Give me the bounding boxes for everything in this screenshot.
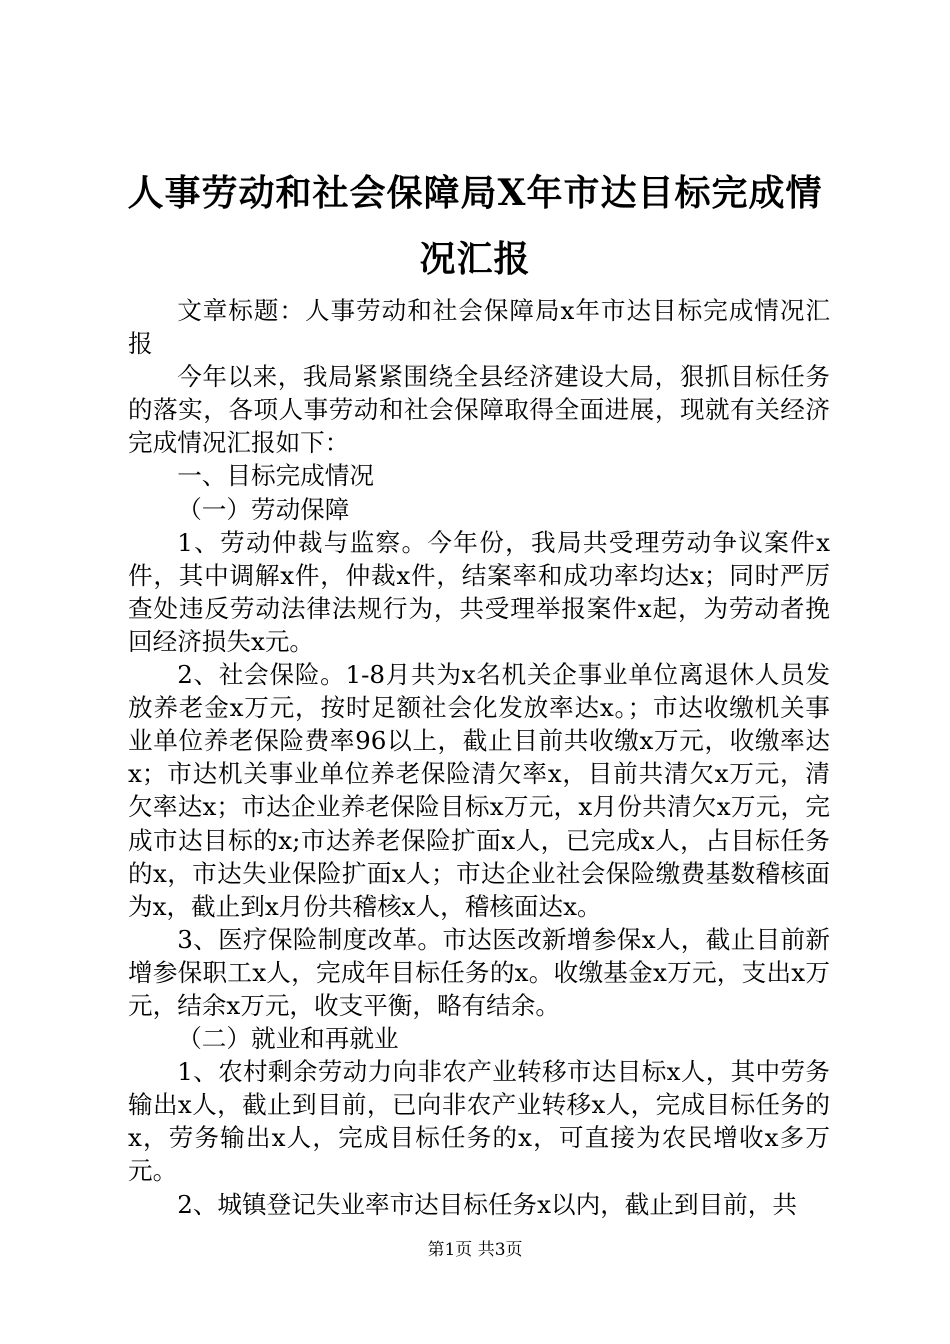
subsection-heading: （一）劳动保障 <box>177 494 350 524</box>
paragraph-unemployment: 2、城镇登记失业率市达目标任务x以内，截止到目前，共 <box>177 1189 797 1219</box>
document-body <box>128 294 830 1221</box>
section-heading: 一、目标完成情况 <box>177 461 374 491</box>
page-footer: 第1页 共3页 <box>427 1240 523 1260</box>
paragraph-social-insurance: 2、社会保险。1-8月共为x名机关企事业单位离退休人员发放养老金x万元，按时足额社会化发放率达x。；市达收缴机关事业单位养老保险费率96以上，截止目前共收缴x万元，收缴率达x；市达机关事业单位养老保险清欠率x，目前共清欠x万元，清欠率达x；市达企业养老保险目标x万元，x月份共清欠x万元，完成市达目标的x;市达养老保险扩面x人，已完成x人，占目标任务的x，市达失业保险扩面x人；市达企业社会保险缴费基数稽核面为x，截止到x月份共稽核x人，稽核面达x。 <box>128 660 830 921</box>
paragraph-rural-labor: 1、农村剩余劳动力向非农产业转移市达目标x人，其中劳务输出x人，截止到目前，已向非农产业转移x人，完成目标任务的x，劳务输出x人，完成目标任务的x，可直接为农民增收x多万元。 <box>128 1057 830 1186</box>
document-title: 人事劳动和社会保障局X年市达目标完成情况汇报 <box>127 172 823 280</box>
paragraph-medical-insurance: 3、医疗保险制度改革。市达医改新增参保x人，截止目前新增参保职工x人，完成年目标任务的x。收缴基金x万元，支出x万元，结余x万元，收支平衡，略有结余。 <box>128 924 830 1020</box>
paragraph-article-title: 文章标题：人事劳动和社会保障局x年市达目标完成情况汇报 <box>128 296 830 359</box>
paragraph-labor-arbitration: 1、劳动仲裁与监察。今年份，我局共受理劳动争议案件x件，其中调解x件，仲裁x件，结案率和成功率均达x；同时严厉查处违反劳动法律法规行为，共受理举报案件x起，为劳动者挽回经济损失x元。 <box>128 527 830 656</box>
subsection-heading: （二）就业和再就业 <box>177 1024 399 1054</box>
paragraph-intro: 今年以来，我局紧紧围绕全县经济建设大局，狠抓目标任务的落实，各项人事劳动和社会保障取得全面进展，现就有关经济完成情况汇报如下： <box>128 362 830 458</box>
